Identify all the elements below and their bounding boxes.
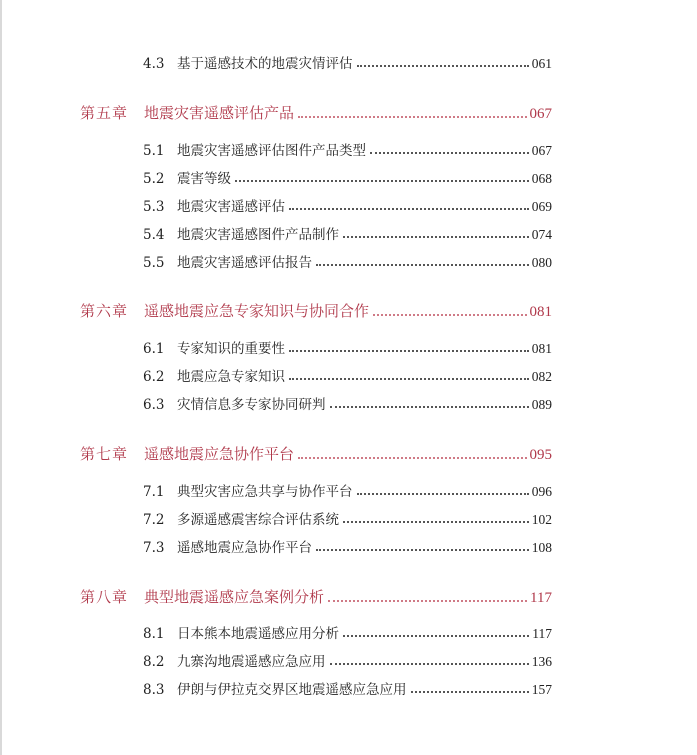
chapter-title: 遥感地震应急专家知识与协同合作 [144,302,370,320]
page-number: 069 [531,199,552,214]
toc-section-entry[interactable] [143,137,552,159]
section-title: 专家知识的重要性 [177,341,285,357]
section-title: 震害等级 [177,171,231,187]
dot-leader [235,180,529,182]
dot-leader [373,314,526,316]
section-title: 地震灾害遥感评估 [177,199,285,215]
section-number: 6.1 [143,341,165,357]
section-title: 地震灾害遥感评估图件产品类型 [177,143,366,159]
section-title: 伊朗与伊拉克交界区地震遥感应急应用 [177,682,407,698]
page-number: 067 [531,143,552,158]
chapter-title: 典型地震遥感应急案例分析 [144,588,325,606]
section-title: 基于遥感技术的地震灾情评估 [177,56,353,72]
page-number: 074 [531,227,552,242]
section-title: 典型灾害应急共享与协作平台 [177,484,353,500]
section-number: 5.1 [143,143,165,159]
page-number: 108 [531,540,552,555]
section-number: 5.2 [143,171,165,187]
page-number: 157 [531,682,552,697]
toc-section-entry[interactable] [143,335,552,357]
dot-leader [289,208,529,210]
chapter-number: 第七章 [80,445,129,463]
chapter-number: 第五章 [80,104,129,122]
page-number: 089 [531,397,552,412]
section-number: 7.2 [143,512,165,528]
dot-leader [328,600,527,602]
chapter-title: 遥感地震应急协作平台 [144,445,295,463]
section-title: 九寨沟地震遥感应急应用 [177,654,326,670]
page-number: 117 [532,626,552,641]
dot-leader [298,116,526,118]
page-number: 082 [531,369,552,384]
section-title: 日本熊本地震遥感应用分析 [177,626,339,642]
toc-section-entry[interactable] [143,221,552,243]
page-number: 102 [531,512,552,527]
toc-section-entry[interactable] [143,165,552,187]
dot-leader [357,65,529,67]
section-title: 灾情信息多专家协同研判 [177,397,326,413]
dot-leader [343,635,529,637]
section-number: 4.3 [143,56,165,72]
section-title: 地震灾害遥感评估报告 [177,255,312,271]
page-number: 081 [529,304,552,320]
dot-leader [330,406,529,408]
toc-chapter-entry[interactable] [80,585,552,607]
page-number: 081 [531,341,552,356]
section-title: 地震应急专家知识 [177,369,285,385]
page-number: 068 [531,171,552,186]
dot-leader [330,663,529,665]
dot-leader [316,549,529,551]
toc-section-entry[interactable] [143,648,552,670]
section-number: 6.3 [143,397,165,413]
page-number: 117 [530,590,552,606]
dot-leader [289,378,529,380]
section-number: 6.2 [143,369,165,385]
section-number: 8.2 [143,654,165,670]
dot-leader [370,152,529,154]
dot-leader [343,521,529,523]
section-number: 8.3 [143,682,165,698]
toc-chapter-entry[interactable] [80,442,552,464]
dot-leader [289,350,529,352]
toc-section-entry[interactable] [143,506,552,528]
chapter-number: 第六章 [80,302,129,320]
section-number: 7.1 [143,484,165,500]
dot-leader [298,457,526,459]
section-number: 7.3 [143,540,165,556]
page-number: 136 [531,654,552,669]
dot-leader [316,264,529,266]
section-title: 地震灾害遥感图件产品制作 [177,227,339,243]
page-number: 080 [531,255,552,270]
page-number: 096 [531,484,552,499]
section-title: 多源遥感震害综合评估系统 [177,512,339,528]
section-title: 遥感地震应急协作平台 [177,540,312,556]
toc-chapter-entry[interactable] [80,101,552,123]
toc-section-entry[interactable] [143,478,552,500]
dot-leader [357,493,529,495]
section-number: 5.5 [143,255,165,271]
dot-leader [411,691,529,693]
toc-section-entry[interactable] [143,391,552,413]
chapter-number: 第八章 [80,588,129,606]
toc-section-entry[interactable] [143,363,552,385]
toc-section-entry[interactable] [143,534,552,556]
section-number: 5.3 [143,199,165,215]
toc-section-entry[interactable] [143,676,552,698]
toc-section-entry[interactable] [143,193,552,215]
dot-leader [343,236,529,238]
page-number: 095 [529,447,552,463]
toc-chapter-entry[interactable] [80,299,552,321]
section-number: 8.1 [143,626,165,642]
page-number: 067 [529,106,552,122]
toc-section-entry[interactable] [143,620,552,642]
section-number: 5.4 [143,227,165,243]
toc-section-entry[interactable] [143,50,552,72]
chapter-title: 地震灾害遥感评估产品 [144,104,295,122]
page-number: 061 [531,56,552,71]
toc-section-entry[interactable] [143,249,552,271]
